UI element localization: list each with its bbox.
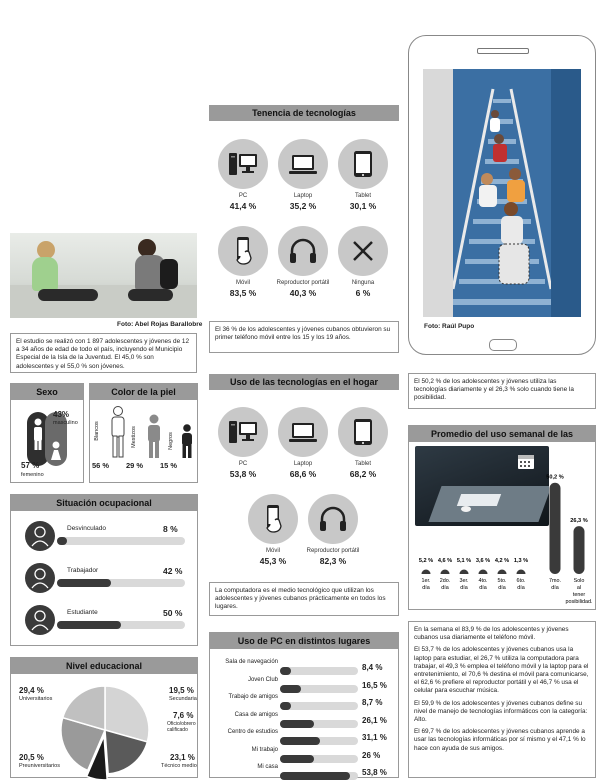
edu-label-universitarios: Universitarios [19, 696, 53, 702]
headphones-circle [278, 226, 328, 276]
week-bar [498, 570, 507, 575]
uso-hogar-title: Uso de las tecnologías en el hogar [209, 374, 399, 390]
pc-lugar-label: Mi trabajo [251, 746, 278, 753]
week-category-label: 5to. [497, 578, 507, 584]
pc-lugar-label: Centro de estudios [227, 729, 278, 735]
item-value: 35,2 % [289, 201, 317, 211]
ocupacional-bar-fill [57, 537, 67, 545]
pc-lugar-value: 8,7 % [362, 698, 383, 707]
week-value-label: 4,2 % [494, 558, 510, 564]
week-bar [460, 570, 469, 575]
week-category-label: día [441, 585, 449, 591]
laptop-icon [288, 149, 318, 179]
right-note-box [408, 373, 596, 409]
piel-label-mestizos: Mestizos [130, 426, 137, 448]
edu-value-oficio: 7,6 % [173, 711, 194, 720]
bottom-right-p2: El 53,7 % de los adolescentes y jóvenes cubanos usa la laptop para estudiar, el 26,7 % utiliza la computadora para trabajar, el 49,3 % emplea el teléfono móvil y la laptop para el entretenimiento, el 70,6 % destina el móvil para comunicarse, el 62,6 % prefiere el reproductor portátil y el 46,7 % usa el celular para escuchar música. [414, 646, 589, 695]
item-value: 40,3 % [289, 288, 317, 298]
pc-lugar-bar-fill [280, 667, 291, 675]
bottom-right-p1: En la semana el 83,9 % de los adolescentes y jóvenes cubanos usa diariamente el teléfono móvil. [414, 626, 569, 642]
educacional-panel [10, 657, 198, 778]
desvinculado-icon [25, 521, 55, 551]
item-label: Laptop [293, 193, 313, 199]
week-bar [422, 570, 431, 574]
right-note: El 50,2 % de los adolescentes y jóvenes utiliza las tecnologías diariamente y el 26,3 % solo cuando tiene la posibilidad. [414, 378, 574, 402]
week-category-label: 2do. [439, 578, 451, 584]
ocupacional-label: Estudiante [67, 609, 98, 616]
item-value: 41,4 % [229, 201, 257, 211]
pc-lugar-value: 16,5 % [362, 680, 387, 690]
pc-lugares-title: Uso de PC en distintos lugares [210, 633, 398, 649]
item-label: Ninguna [351, 280, 375, 286]
item-label: Laptop [293, 461, 313, 467]
item-label: Móvil [235, 280, 250, 286]
sexo-panel [10, 383, 84, 483]
phone-button [489, 339, 517, 351]
ocupacional-value: 42 % [163, 566, 183, 576]
pc-lugares-panel [209, 632, 399, 778]
mobile-icon [228, 236, 258, 266]
laptop-circle [278, 139, 328, 189]
week-category-label: 6to. [516, 578, 526, 584]
tenencia-title: Tenencia de tecnologías [209, 105, 399, 121]
ocupacional-bar-fill [57, 579, 111, 587]
week-category-label: posibilidad. [565, 599, 593, 605]
estudiante-icon [25, 605, 55, 635]
sexo-title: Sexo [11, 384, 83, 400]
pc-lugar-label: Casa de amigos [234, 711, 278, 718]
week-value-label: 5,2 % [418, 558, 434, 564]
tablet-icon [348, 417, 378, 447]
pc-lugar-label: Trabajo de amigos [228, 694, 278, 700]
week-value-label: 1,3 % [513, 558, 529, 564]
pc-lugar-bar-fill [280, 737, 320, 745]
piel-value-blancos: 56 % [92, 461, 110, 470]
pc-icon [228, 149, 258, 179]
week-bar [441, 570, 450, 575]
piel-panel [89, 383, 198, 483]
pc-lugar-value: 8,4 % [362, 663, 383, 672]
pc-lugar-bar-fill [280, 702, 291, 710]
week-category-label: día [498, 585, 506, 591]
week-category-label: 1er. [421, 578, 431, 584]
laptop-circle [278, 407, 328, 457]
week-value-label: 26,3 % [570, 518, 588, 525]
item-value: 68,2 % [349, 469, 377, 479]
item-value: 53,8 % [229, 469, 257, 479]
week-bar [517, 570, 526, 575]
week-value-label: 5,1 % [456, 558, 472, 564]
photo-left-caption: Foto: Abel Rojas Barallobre [117, 321, 203, 328]
pc-lugar-label: Joven Club [247, 676, 278, 683]
piel-title: Color de la piel [90, 384, 197, 400]
week-bar [550, 483, 561, 574]
intro-text: El estudio se realizó con 1 897 adolescentes y jóvenes de 12 a 34 años de edad de todo el país, incluyendo el Municipio Especial de la Isla de la Juventud. El 45,0 % son adolescentes y el 55,0 % son jóvenes. [16, 338, 190, 370]
male-value: 43% [53, 410, 70, 419]
item-value: 45,3 % [259, 556, 287, 566]
uso-hogar-note: La computadora es el medio tecnológico que utilizan los adolescentes y jóvenes cubanos prácticamente en todos los lugares. [215, 587, 386, 611]
edu-value-universitarios: 29,4 % [19, 686, 44, 695]
tenencia-note: El 36 % de los adolescentes y jóvenes cubanos obtuvieron su primer teléfono móvil entre los 15 y los 19 años. [215, 326, 391, 342]
item-label: Reproductor portátil [276, 280, 330, 286]
ocupacional-value: 8 % [163, 524, 178, 534]
ocupacional-label: Trabajador [67, 567, 99, 574]
week-category-label: día [422, 585, 430, 591]
ocupacional-title: Situación ocupacional [11, 495, 197, 511]
person-black-icon [180, 424, 194, 458]
week-category-label: día [517, 585, 525, 591]
item-value: 68,6 % [289, 469, 317, 479]
item-label: PC [238, 461, 248, 467]
pc-icon [228, 417, 258, 447]
piel-label-negros: Negros [167, 432, 174, 450]
intro-box [10, 333, 197, 373]
week-value-label: 4,6 % [437, 558, 453, 564]
edu-label-oficio: Oficio/obrero calificado [167, 721, 196, 733]
tablet-circle [338, 139, 388, 189]
week-value-label: 3,6 % [475, 558, 491, 564]
piel-label-blancos: Blancos [93, 421, 100, 441]
cross-circle [338, 226, 388, 276]
tablet-circle [338, 407, 388, 457]
item-value: 30,1 % [349, 201, 377, 211]
week-value-label: 50,2 % [546, 474, 564, 481]
pc-lugar-bar-fill [280, 755, 314, 763]
item-label: Reproductor portátil [306, 548, 360, 554]
item-label: Móvil [265, 548, 280, 554]
ocupacional-value: 50 % [163, 608, 183, 618]
item-value: 6 % [355, 288, 371, 298]
mobile-circle [218, 226, 268, 276]
edu-label-preuniversitarios: Preuniversitarios [19, 763, 60, 769]
pc-lugar-value: 26,1 % [362, 715, 387, 725]
pc-lugar-bar-track [280, 667, 358, 675]
female-value: 57 % [21, 461, 40, 470]
photo-right-caption: Foto: Raúl Pupo [424, 323, 475, 330]
mobile-icon [258, 504, 288, 534]
ocupacional-bar-track [57, 537, 185, 545]
ocupacional-bar-fill [57, 621, 121, 629]
headphones-circle [308, 494, 358, 544]
edu-value-tecnico: 23,1 % [170, 753, 195, 762]
pc-lugar-bar-fill [280, 772, 350, 780]
headphones-icon [288, 236, 318, 266]
edu-label-secundaria: Secundaria [169, 696, 197, 702]
pc-circle [218, 139, 268, 189]
edu-label-tecnico: Técnico medio [161, 763, 197, 769]
uso-hogar-note-box [209, 582, 399, 616]
tenencia-note-box [209, 321, 399, 353]
edu-value-secundaria: 19,5 % [169, 686, 194, 695]
bottom-right-box [408, 621, 596, 778]
pc-lugar-value: 31,1 % [362, 733, 387, 742]
pc-lugar-label: Sala de navegación [225, 659, 278, 665]
item-label: Tablet [354, 193, 371, 199]
week-category-label: día [551, 585, 559, 591]
week-category-label: 4to. [478, 578, 488, 584]
educacional-title: Nivel educacional [11, 658, 197, 674]
week-category-label: día [460, 585, 468, 591]
pc-circle [218, 407, 268, 457]
weekly-usage-chart [409, 442, 595, 609]
ocupacional-panel [10, 494, 198, 646]
headphones-icon [318, 504, 348, 534]
item-value: 83,5 % [229, 288, 257, 298]
week-category-label: 7mo. [549, 578, 561, 584]
piel-value-negros: 15 % [160, 461, 178, 470]
person-white-icon [110, 406, 126, 458]
male-label: masculino [53, 420, 78, 426]
promedio-panel [408, 425, 596, 610]
bottom-right-p3: El 59,9 % de los adolescentes y jóvenes cubanos define su nivel de manejo de tecnologías informáticos con la categoría: Alto. [414, 699, 588, 724]
pc-lugar-bar-track [280, 702, 358, 710]
item-label: Tablet [354, 461, 371, 467]
edu-value-preuniversitarios: 20,5 % [19, 753, 44, 762]
item-label: PC [238, 193, 248, 199]
week-bar [479, 570, 488, 575]
week-bar [574, 526, 585, 574]
week-category-label: al [576, 585, 582, 591]
week-category-label: Solo [573, 578, 585, 584]
bottom-right-p4: El 69,7 % de los adolescentes y jóvenes cubanos aprende a usar las tecnologías informáticas por sí mismo y el 47,1 % lo hace con ayuda de sus amigos. [414, 728, 586, 752]
photo-right [423, 69, 581, 317]
educacional-pie [55, 680, 155, 780]
week-category-label: tener [572, 592, 586, 598]
week-category-label: día [479, 585, 487, 591]
cross-icon [348, 236, 378, 266]
promedio-title: Promedio del uso semanal de las [409, 426, 595, 442]
pc-lugar-bar-fill [280, 720, 314, 728]
pc-lugar-bar-fill [280, 685, 301, 693]
photo-left [10, 233, 197, 318]
phone-speaker [477, 48, 529, 54]
person-mestizo-icon [146, 414, 162, 458]
mobile-circle [248, 494, 298, 544]
piel-value-mestizos: 29 % [126, 461, 144, 470]
female-label: femenino [21, 472, 44, 478]
pc-lugar-value: 26 % [362, 750, 381, 760]
laptop-icon [288, 417, 318, 447]
ocupacional-label: Desvinculado [67, 525, 107, 532]
trabajador-icon [25, 563, 55, 593]
item-value: 82,3 % [319, 556, 347, 566]
week-category-label: 3er. [459, 578, 469, 584]
pc-lugar-label: Mi casa [257, 764, 278, 770]
pc-lugar-value: 53,8 % [362, 768, 387, 777]
tablet-icon [348, 149, 378, 179]
